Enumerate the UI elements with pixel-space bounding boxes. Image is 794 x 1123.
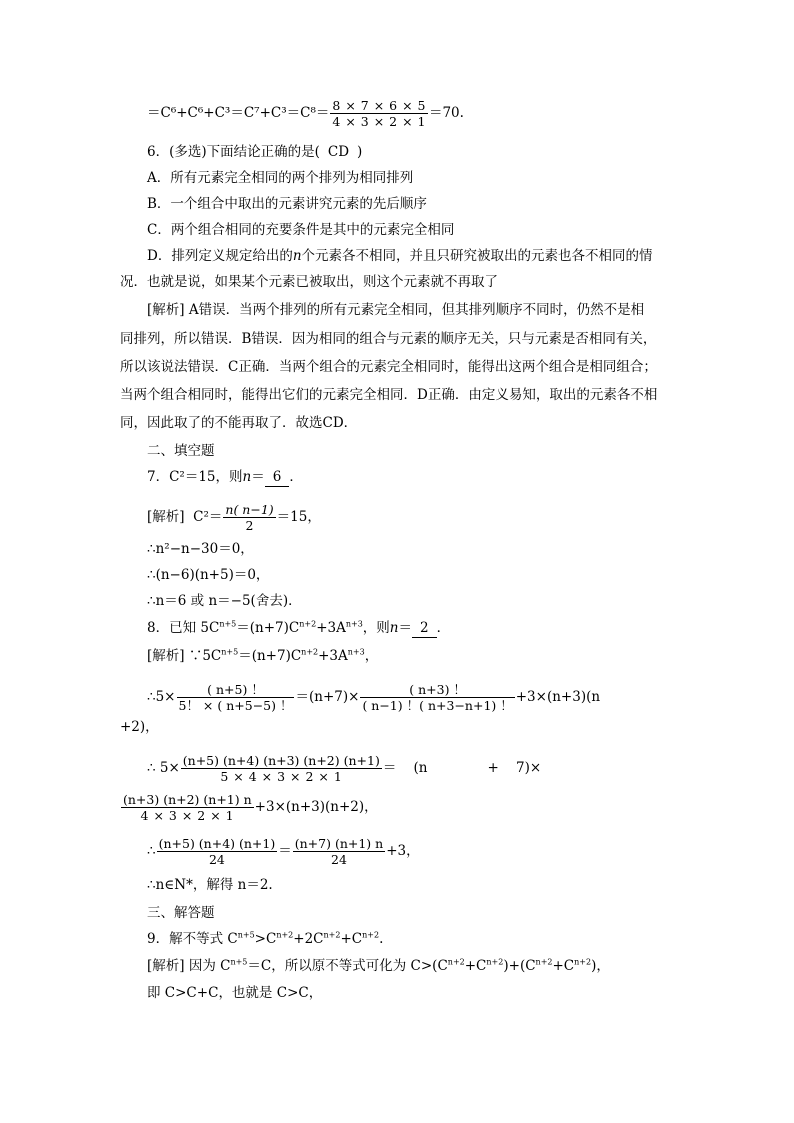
q8-analysis-text-4: ， <box>364 648 379 664</box>
section-heading-fill-in: 二、填空题 <box>147 443 215 459</box>
q8-analysis-2 <box>147 682 600 713</box>
q7-step-2: ∴(n−6)(n+5)＝0， <box>147 567 270 583</box>
q8-l4-post: ＝ (n + 7)× <box>382 760 542 776</box>
fraction-denominator: 24 <box>208 852 225 867</box>
q7-rhs: ＝15， <box>276 509 321 525</box>
superscript: n+3 <box>347 647 365 657</box>
q8-analysis-text: [解析] ∵5C <box>147 648 222 664</box>
q9-analysis-2-text-6: ， <box>308 985 323 1001</box>
fraction-numerator: (n+7) (n+1) n <box>294 836 384 851</box>
q6-option-d-line1 <box>147 247 653 265</box>
q9-analysis-2-text-4: ，也就是 C <box>218 985 288 1001</box>
fraction <box>121 792 254 823</box>
superscript: n+2 <box>276 930 294 940</box>
q9-stem-text: 9．解不等式 C <box>147 931 238 947</box>
fraction <box>330 98 428 129</box>
q6-option-b: B．一个组合中取出的元素讲究元素的先后顺序 <box>147 196 427 212</box>
q9-analysis-text-3: ，所以原不等式可化为 C <box>271 958 421 974</box>
superscript: n+3 <box>345 619 363 629</box>
equals-sign: ＝ <box>251 469 265 485</box>
superscript: n+2 <box>574 957 592 967</box>
q8-l4-pre: ∴ 5× <box>147 760 180 776</box>
q8-analysis-4 <box>147 753 541 784</box>
formula-line-1 <box>147 98 464 129</box>
fraction-numerator: (n+3) (n+2) (n+1) n <box>123 792 252 807</box>
superscript: n+5 <box>219 619 237 629</box>
fraction <box>293 836 385 867</box>
q9-stem-text-4: +C <box>340 931 363 947</box>
q8-analysis-7: ∴n∈N*，解得 n＝2. <box>147 877 273 893</box>
q6-option-d-text: D．排列定义规定给出的 <box>147 248 293 264</box>
q8-stem-text: 8．已知 5C <box>147 620 220 636</box>
fraction-numerator: (n+5) (n+4) (n+1) <box>158 836 276 851</box>
superscript: n+5 <box>230 957 248 967</box>
var-n: n <box>389 620 399 636</box>
q8-l2-mid: ＝(n+7)× <box>295 689 360 705</box>
q8-stem <box>147 619 450 638</box>
fraction-denominator: 5 × 4 × 3 × 2 × 1 <box>220 769 343 784</box>
superscript: n+2 <box>447 957 465 967</box>
fraction-numerator: ( n+3) ！ <box>360 682 514 698</box>
superscript: n+5 <box>221 647 239 657</box>
fraction-numerator: ( n+5) ！ <box>177 682 295 698</box>
q8-analysis-text-3: +3A <box>318 648 348 664</box>
q8-l6-post: +3， <box>386 843 420 859</box>
fraction <box>181 753 382 784</box>
q9-stem-text-3: +2C <box>293 931 324 947</box>
q9-analysis-2-text: 即 C <box>147 985 176 1001</box>
fraction <box>177 682 295 713</box>
superscript: n+2 <box>486 957 504 967</box>
equals-sign: ＝ <box>278 843 292 859</box>
q9-analysis-text-7: +C <box>552 958 575 974</box>
fraction-numerator: n( n−1) <box>225 502 274 517</box>
fraction <box>157 836 278 867</box>
q7-step-3: ∴n＝6 或 n＝−5(舍去)． <box>147 593 302 609</box>
q8-analysis-text-2: ＝(n+7)C <box>238 648 302 664</box>
q6-option-d-line2: 况．也就是说，如果某个元素已被取出，则这个元素就不再取了 <box>120 274 498 290</box>
q7-stem-end: ． <box>289 469 303 485</box>
q9-analysis-text-6: )+(C <box>503 958 536 974</box>
q8-stem-text-2: ＝(n+7)C <box>236 620 300 636</box>
fraction-numerator: 8 × 7 × 6 × 5 <box>332 98 426 113</box>
q9-analysis-text: [解析] 因为 C <box>147 958 231 974</box>
q6-analysis-3: 所以该说法错误．C正确．当两个组合的元素完全相同时，能得出这两个组合是相同组合； <box>120 359 657 375</box>
fraction <box>360 682 514 713</box>
q8-stem-end: ． <box>436 620 451 636</box>
q9-stem-end: . <box>379 931 384 947</box>
q7-analysis-1 <box>147 502 321 533</box>
q6-option-a: A．所有元素完全相同的两个排列为相同排列 <box>147 170 414 186</box>
fraction <box>223 502 275 533</box>
q8-analysis-5 <box>120 792 378 823</box>
q8-l2-pre: ∴5× <box>147 689 176 705</box>
q6-answer: CD <box>327 144 350 160</box>
q6-option-c: C．两个组合相同的充要条件是其中的元素完全相同 <box>147 222 455 238</box>
superscript: n+2 <box>301 647 319 657</box>
q9-stem-text-2: >C <box>254 931 277 947</box>
fraction-denominator: 4 × 3 × 2 × 1 <box>140 808 235 823</box>
q8-analysis-1 <box>147 647 378 665</box>
fraction-numerator: (n+5) (n+4) (n+3) (n+2) (n+1) <box>182 753 380 768</box>
superscript: n+5 <box>237 930 255 940</box>
q7-stem <box>147 468 303 487</box>
fraction-denominator: 2 <box>245 518 254 533</box>
superscript: n+2 <box>299 619 317 629</box>
var-n: n <box>242 469 252 485</box>
q8-analysis-6 <box>147 836 420 867</box>
q9-analysis-text-8: )， <box>591 958 610 974</box>
q8-stem-text-3: +3A <box>316 620 346 636</box>
q9-analysis-2-text-5: >C <box>287 985 309 1001</box>
equals-sign: ＝ <box>398 620 412 636</box>
q9-analysis-2-text-3: +C <box>196 985 219 1001</box>
q6-analysis-4: 当两个组合相同时，能得出它们的元素完全相同．D正确．由定义易知，取出的元素各不相 <box>120 387 658 403</box>
q8-l5-post: +3×(n+3)(n+2)， <box>254 799 378 815</box>
formula-lhs: ＝C⁶+C⁶+C³＝C⁷+C³＝C⁸＝ <box>147 105 330 121</box>
q8-stem-text-4: ，则 <box>362 620 390 636</box>
fraction-denominator: 5！ × ( n+5−5) ！ <box>178 698 293 713</box>
q8-answer-blank: 2 <box>412 619 437 638</box>
q7-stem-text: 7．C²＝15，则 <box>147 469 243 485</box>
q7-step-1: ∴n²−n−30＝0， <box>147 541 254 557</box>
q9-analysis-2-text-2: >C <box>175 985 197 1001</box>
q9-analysis-text-2: ＝C <box>247 958 272 974</box>
q6-stem-close: ) <box>357 144 363 160</box>
fraction-denominator: 24 <box>331 852 347 867</box>
q9-analysis-2 <box>147 984 322 1002</box>
q6-option-d-text-2: 个元素各不相同，并且只研究被取出的元素也各不相同的情 <box>301 248 653 264</box>
q6-analysis-2: 同排列，所以错误．B错误．因为相同的组合与元素的顺序无关，只与元素是否相同有关， <box>120 331 657 347</box>
fraction-denominator: 4 × 3 × 2 × 1 <box>332 114 426 129</box>
q8-analysis-3: +2)， <box>120 719 159 735</box>
q8-l6-pre: ∴ <box>147 843 156 859</box>
analysis-label: [解析] <box>147 509 185 525</box>
var-n: n <box>292 248 302 264</box>
q6-stem <box>147 143 362 161</box>
q9-stem <box>147 930 383 948</box>
q9-analysis-text-4: >(C <box>420 958 448 974</box>
section-heading-solution: 三、解答题 <box>147 905 215 921</box>
q7-answer-blank: 6 <box>265 468 290 487</box>
q9-analysis-text-5: +C <box>464 958 487 974</box>
formula-rhs: ＝70. <box>428 105 464 121</box>
q6-analysis-1: [解析] A错误．当两个排列的所有元素完全相同，但其排列顺序不同时，仍然不是相 <box>147 302 645 318</box>
q6-analysis-5: 同，因此取了的不能再取了．故选CD． <box>120 415 358 431</box>
q8-l2-post: +3×(n+3)(n <box>515 689 601 705</box>
superscript: n+2 <box>535 957 553 967</box>
q7-combination: C²＝ <box>193 509 223 525</box>
superscript: n+2 <box>323 930 341 940</box>
q9-analysis-1 <box>147 957 610 975</box>
fraction-denominator: ( n−1) ！( n+3−n+1) ！ <box>362 698 513 713</box>
superscript: n+2 <box>362 930 380 940</box>
q6-stem-text: 6．(多选)下面结论正确的是( <box>147 144 320 160</box>
